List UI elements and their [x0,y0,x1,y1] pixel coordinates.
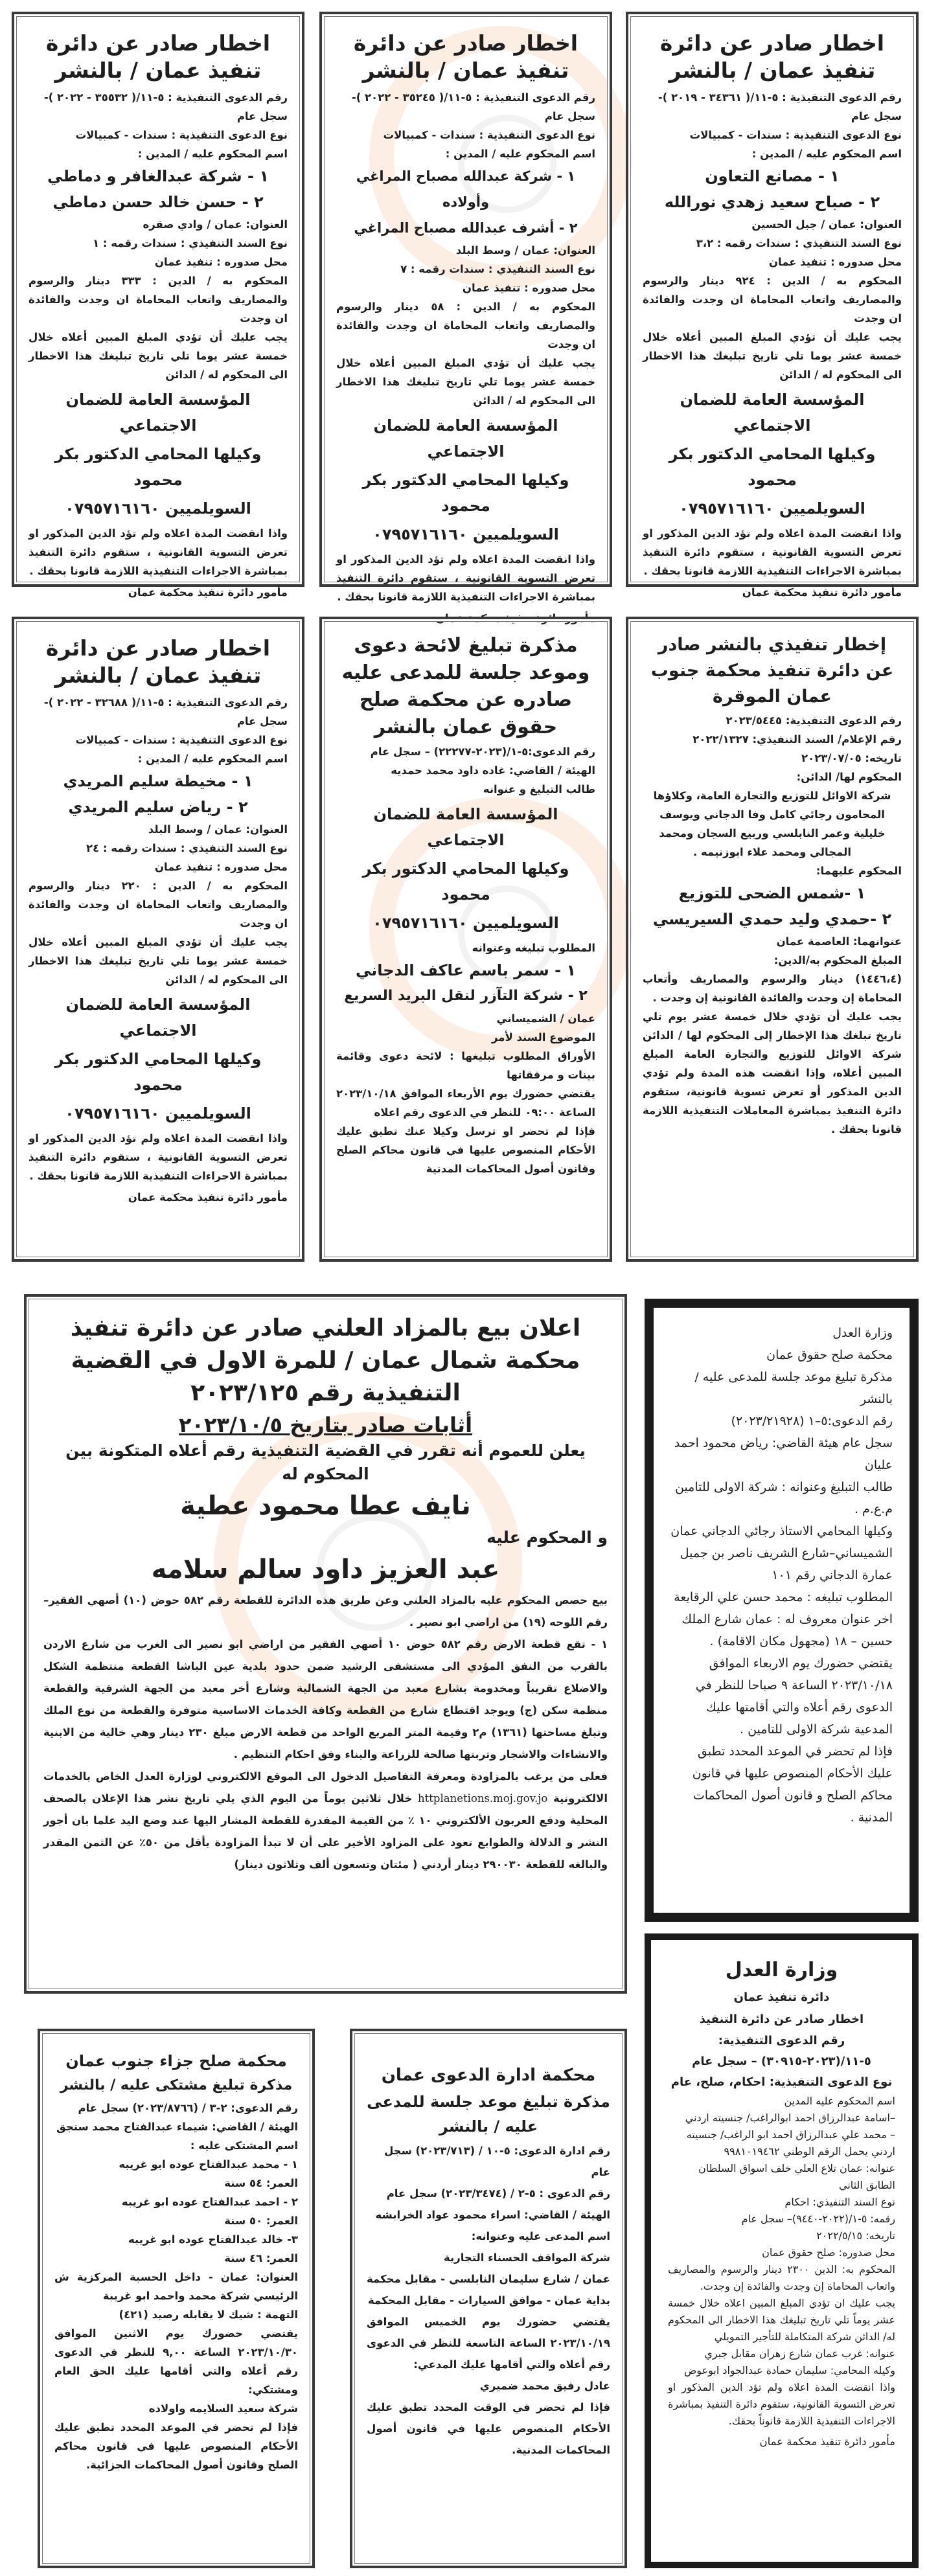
notice-title: اعلان بيع بالمزاد العلني صادر عن دائرة تنفيذ محكمة شمال عمان / للمرة الاول في القضية التنفيذية رقم ٢٠٢٣/١٢٥ [70,1315,581,1406]
defendant-label: اسم المدعى عليه وعنوانه: [471,2230,610,2242]
plaintiff-name: عادل رفيق محمد ضميري [479,2380,610,2392]
creditor-agent: وكيلها المحامي الدكتور بكر محمود [54,445,262,489]
public-auction-notice [24,1294,627,1994]
creditor-name: المؤسسة العامة للضمان الاجتماعي [373,416,558,461]
issued-at: محل صدوره: صلح حقوق عمان [762,2246,895,2259]
amount: المحكوم به / الدين : ٩٢٤ دينار والرسوم والمصاريف واتعاب المحاماة ان وجدت والفائدة ان وجدت [643,275,902,325]
case-management-summons-notice [350,2029,627,2568]
execution-notice [626,12,919,598]
address: العنوان: عمان - داخل الحسبة المركزية ش الرئيسي شركة محمد واحمد ابو غريبة [54,2271,298,2302]
notice-title: اخطار صادر عن دائرة تنفيذ عمان / بالنشر [659,30,885,83]
execution-notice [12,12,304,598]
warning-text: واذا انقضت المدة اعلاه ولم تؤد الدين المذكور او تعرض التسوية القانونية ، ستقوم دائرة التنفيذ بمباشرة الاجراءات التنفيذية اللازمة قانونا بحقك . [29,527,288,577]
intro-text: يعلن للعموم أنه تقرر في القضية التنفيذية رقم أعلاه المتكونة بين المحكوم له [65,1441,586,1483]
warning-text: واذا انقضت المدة اعلاه ولم تؤد الدين المذكور او تعرض التسوية القانونية ، ستقوم دائرة التنفيذ بمباشرة الاجراءات التنفيذية اللازمة قانونا بحقك . [336,553,595,603]
case-number: رقم الدعوى التنفيذية: ٢٠٢٣/٥٤٤٥ [726,714,902,727]
amount: المحكوم به: الدين ٢٣٠٠ دينار والرسوم والمصاريف واتعاب المحاماة إن وجدت والفائدة إن وجدت. [668,2263,896,2292]
document-type: نوع السند التنفيذي: احكام [784,2196,895,2208]
requester: طالب التبليغ وعنوانه : شركة الاولى للتامين م.ع.م . [674,1480,893,1516]
creditor-agent: وكيله المحامي: سليمان حمادة عبدالجواد ابوعوض [683,2364,895,2377]
agent: وكيلها المحامي الاستاذ رجائي الدجاني عمان الشميساني–شارع الشريف ناصر بن جميل عمارة الدجاني رقم ١٠١ [670,1524,893,1582]
creditor-agent: وكيلها المحامي الدكتور بكر محمود [669,445,876,489]
defendant-age: العمر: ٥٤ سنة [224,2177,298,2189]
penal-court-summons-notice [38,2029,315,2568]
address: العنوان: عمان / وسط البلد [455,244,595,256]
debtor-name: ١ - مصانع التعاون [705,167,840,185]
creditor-name: نايف عطا محمود عطية [180,1491,471,1521]
case-type: نوع الدعوى التنفيذية : سندات - كمبيالات [383,129,595,141]
creditor-agent-phone: السويلميين ٠٧٩٥٧١٦١٦٠ [65,499,251,518]
execution-notice [12,617,304,1262]
document-date: تاريخه: ٢٠٢٣/٠٧/٠٥ [801,752,902,764]
debtor-name: ٢ - رياض سليم المريدي [68,798,248,816]
warning-text: واذا انقضت المدة اعلاه ولم تؤد الدين المذكور او تعرض التسوية القانونية، ستقوم دائرة التنفيذ بمباشرة الاجراءات التنفيذية اللازمة قانوناً بحقك. [668,2381,895,2427]
amount-label: المبلغ المحكوم به/الدين: [773,954,902,966]
case-number: رقم الدعوى التنفيذية : ٥-١١/( ٣٥٥٣٢ - ٢٠٢٢ )- سجل عام [43,91,288,122]
case-number: رقم الدعوى:٥–١ (٢٠٢٣/٢١٩٢٨) [731,1414,893,1428]
document-type: نوع السند التنفيذي : سندات رقمه : ٧ [400,263,595,275]
case-management-number: رقم ادارة الدعوى: ٥-١٠ / (٢٠٢٣/٧١٣) سجل عام [383,2145,610,2178]
rights-court-summons-notice [645,1299,919,1922]
address: العنوان: عمان / جبل الحسين [751,218,902,231]
demand-text: يجب عليك أن تؤدي المبلغ المبين أعلاه خلال خمسة عشر يوما تلي تاريخ تبليغك هذا الاخطار الى المحكوم له / الدائن [336,357,595,407]
case-number: رقم الدعوى:٥-١/(٢٠٢٣-٢٢٢٧٧) – سجل عام [370,746,595,758]
issued-at: محل صدوره : تنفيذ عمان [154,256,288,268]
judge: الهيئة / القاضي: اسراء محمود عواد الخرابشه [375,2209,610,2221]
notice-title: مذكرة تبليغ لائحة دعوى وموعد جلسة للمدعى عليه صادره عن محكمة صلح حقوق عمان بالنشر [341,634,590,738]
creditor-label: المحكوم لها/ الدائن: [796,771,902,783]
warning-text: فإذا لم تحضر في الوقت المحدد تطبق عليك الأحكام المنصوص عليها في قانون أصول المحاكمات المدنية. [367,2401,610,2456]
south-amman-execution-notice [626,617,919,1262]
notice-title: مذكرة تبليغ موعد جلسة للمدعى عليه / بالنشر [367,2093,610,2136]
amount: المحكوم به / الدين : ٣٣٣ دينار والرسوم والمصاريف واتعاب المحاماة ان وجدت والفائدة ان وجدت [29,275,288,325]
creditor-agent-phone: السويلميين ٠٧٩٥٧١٦١٦٠ [372,525,559,543]
warning-text: فإذا لم تحضر في الموعد المحدد تطبق عليك الأحكام المنصوص عليها في قانون محاكم الصلح وقانون أصول المحاكمات الجزائية. [54,2421,298,2471]
requester-label: طالب التبليغ و عنوانه [483,783,595,795]
creditor-agent: وكيلها المحامي الدكتور بكر محمود [362,860,569,904]
debtor-name: عبد العزيز داود سالم سلامه [151,1555,500,1584]
case-type: نوع الدعوى التنفيذية : سندات - كمبيالات [689,129,902,141]
complainant-name: شركة سعيد السلايمه واولاده [148,2402,298,2415]
notice-line: اسم المحكوم عليه المدين [784,2095,895,2107]
creditor-agent: وكيلها المحامي الدكتور بكر محمود [54,1050,262,1094]
demand-text: يجب عليك ان تؤدي المبلغ المبين اعلاه خلال خمسة عشر يوماً تلي تاريخ تبليغك هذا الاخطار الى المحكوم له/ الدائن شركة المتكاملة للتأجير التمويلي [668,2297,895,2343]
address: عنوانه: عمان تلاع العلي خلف اسواق السلطان الطابق الثاني [698,2162,895,2191]
defendant-age: العمر: ٥٠ سنة [224,2215,298,2227]
defendant-label: اسم المشتكى عليه : [190,2139,298,2152]
notice-title: اخطار صادر عن دائرة تنفيذ عمان / بالنشر [45,635,271,688]
address: العنوان: عمان / وسط البلد [148,823,288,836]
notice-subtitle: أثابات صادر بتاريخ ٢٠٢٣/١٠/٥ [178,1413,473,1437]
hearing: يقتضي حضورك يوم الأربعاء الموافق ٢٠٢٣/١٠/١٨ الساعة ٠٩:٠٠ للنظر في الدعوى رقم اعلاه [336,1088,595,1119]
demand-text: يجب عليك أن تؤدي المبلغ المبين أعلاه خلال خمسة عشر يوما تلي تاريخ تبليغك هذا الاخطار الى المحكوم له / الدائن [643,331,902,381]
notice-line: مذكرة تبليغ موعد جلسة للمدعى عليه / بالنشر [694,1370,893,1406]
document-type: نوع السند التنفيذي : سندات رقمه : ٣،٢ [696,237,902,249]
document-number: رقم الإعلام/ السند التنفيذي: ٢٠٢٢/١٣٢٧ [692,733,902,746]
recipient-name: ١ - سمر باسم عاكف الدجاني [355,961,577,979]
creditor-agent-phone: السويلميين ٠٧٩٥٧١٦١٦٠ [65,1104,251,1123]
notice-title: مذكرة تبليغ مشتكى عليه / بالنشر [60,2077,293,2093]
website-link[interactable]: httplanetions.moj.gov.jo [418,1792,548,1805]
defendant-name: ١ - محمد عبدالفتاح عوده ابو غريبه [119,2158,298,2171]
land-description: ١ - تقع قطعة الارض رقم ٥٨٢ حوض ١٠ أصهي الفقير من اراضي ابو نصير الى الغرب من شارع الاردن بالقرب من النفق المؤدي الى مستشفى الرشيد ضمن حدود بلدية عين الباشا القطعة منتظمة الشكل والاضلاع تقريباً ومخدومة بشارع معبد من الجهة الشمالية وشارع أخر معبد من الجهة الشرقية والقطعة منظمة سكن (ج) ويوجد اقتطاع شارع من القطعة وكافة الخدمات الاساسية متوفرة والقطعة من نوع الملك وتبلغ مساحتها (١٣٦١) م٢ وقيمة المتر المربع الواحد من قطعة الارض مبلغ ٢٣٠ دينار وهي خالية من الابنية والانشاءات والاشجار وتربتها صالحة للزراعة والبناء وفق احكام التنظيم . [43,1638,608,1761]
document-date: تاريخه: ٢٠٢٢/٥/١٥ [816,2229,895,2242]
debtor-label: اسم المحكوم عليه / المدين : [445,148,595,160]
department-name: دائرة تنفيذ عمان [733,1990,830,2004]
notice-title: اخطار صادر عن دائرة التنفيذ [699,2012,864,2026]
debtor-label: و المحكوم عليه [486,1528,608,1547]
notice-title: اخطار صادر عن دائرة تنفيذ عمان / بالنشر [353,30,578,83]
creditor-details: شركة الاوائل للتوزيع والتجارة العامة، وكلاؤها المحامون رجائي كامل وفا الدجاني ويوسف خليلية وعمر النابلسي وربيع السجان ومحمد المجالي ومحمد علاء ابوزنيمه . [653,790,891,858]
address: العنوان: عمان / وادي صقره [143,218,288,231]
debtor-name: ٢ - أشرف عبدالله مصباح المراغي [354,220,578,236]
demand-text: يجب عليك أن تؤدي المبلغ المبين أعلاه خلال خمسة عشر يوما تلي تاريخ تبليغك هذا الاخطار الى المحكوم له / الدائن [29,936,288,986]
creditor-name: المؤسسة العامة للضمان الاجتماعي [65,996,251,1040]
bidding-terms: خلال ثلاثين يوماً من اليوم الذي يلي تاريخ نشر هذا الإعلان بالصحف المحلية ودفع العربون الألكتروني ١٠ ٪ من القيمة المقدرة للقطعة المشار اليها عند وضع اليد علما بان أجور النشر و الدلالة والطوابع تعود على المزاود الأخير على أن لا تبدأ المزاودة بأقل من ٥٠٪ عن الثمن المقدر والبالغه للقطعة ٢٩٠٠٣٠ دينار أردني ( مئتان وتسعون ألف وثلاثون دينار) [43,1792,608,1871]
sale-paragraph: بيع حصص المحكوم عليه بالمزاد العلني وعن طريق هذه الدائرة للقطعة رقم ٥٨٢ حوض (١٠) أصهي الفقير– رقم اللوحه (١٩) من اراضي ابو نصير . [43,1594,608,1628]
issued-at: محل صدوره : تنفيذ عمان [154,861,288,873]
signature: مأمور دائرة تنفيذ محكمة عمان [128,586,288,598]
case-label: رقم الدعوى التنفيذية: [718,2034,845,2047]
warning-text: واذا انقضت المدة اعلاه ولم تؤد الدين المذكور او تعرض التسوية القانونية ، ستقوم دائرة التنفيذ بمباشرة الاجراءات التنفيذية اللازمة قانونا بحقك . [29,1132,288,1182]
document-type: نوع السند التنفيذي : سندات رقمه : ٢٤ [86,842,288,854]
address: عمان / شارع سليمان النابلسي - مقابل محكمة بداية عمان - موافق السيارات - مقابل المحكمة [367,2273,610,2307]
charge: التهمة : شيك لا يقابله رصيد (٤٢١) [119,2308,298,2321]
court-name: محكمة صلح جزاء جنوب عمان [65,2052,287,2070]
creditor-address: عنوانه: غرب عمان شارع زهران مقابل جبري [704,2347,895,2360]
debtor-name: ١ - شركة عبدالغافر و دماطي [47,167,269,185]
summons-notice [319,617,612,1262]
creditor-name: المؤسسة العامة للضمان الاجتماعي [65,391,251,435]
address: عنوانهما: العاصمة عمان [776,935,902,948]
case-type: نوع الدعوى التنفيذية: احكام، صلح، عام [670,2075,893,2089]
debtors-label: المحكوم عليهما: [816,865,902,877]
creditor-name: المؤسسة العامة للضمان الاجتماعي [373,805,558,849]
warning-text: واذا انقضت المدة اعلاه ولم تؤد الدين المذكور او تعرض التسوية القانونية ، ستقوم دائرة التنفيذ بمباشرة الاجراءات التنفيذية اللازمة قانونا بحقك . [643,527,902,577]
defendant-name: شركة المواقف الحسناء التجارية [444,2251,610,2264]
judge: الهيئة / القاضي: غاده داود محمد حمديه [391,764,595,777]
case-number: رقم الدعوى التنفيذية : ٥-١١/( ٣٤٣٦١ - ٢٠١٩ )- سجل عام [658,91,902,122]
papers: الأوراق المطلوب تبليغها : لائحة دعوى وقائمة بينات و مرفقاتها [336,1050,595,1081]
bidding-instructions: فعلى من يرغب بالمزاودة ومعرفة التفاصيل الدخول الى الموقع الالكتروني لوزارة العدل الخاص بالخدمات الالكترونية [43,1770,608,1805]
creditor-agent-phone: السويلميين ٠٧٩٥٧١٦١٦٠ [372,914,559,932]
court-name: محكمة ادارة الدعوى عمان [381,2066,596,2085]
demand-text: يجب عليك أن تؤدي خلال خمسة عشر يوم تلي تاريخ تبلغك هذا الإخطار إلى المحكوم لها / الدائن شركة الاوائل للتوزيع والتجارة العامة المبلغ المبين أعلاه، وإذا انقضت هذه المدة ولم تؤدي الدين المذكور أو تعرض تسوية قانونية، ستقوم دائرة التنفيذ بمباشرة المعاملات التنفيذية اللازمة قانونا بحقك . [643,1010,902,1135]
document-type: نوع السند التنفيذي : سندات رقمه : ١ [93,237,288,249]
amount: (١٤٤٦،٤) دينار والرسوم والمصاريف وأتعاب المحاماة إن وجدت والفائدة القانونية إن وجدت . [643,973,902,1004]
demand-text: يجب عليك أن تؤدي المبلغ المبين أعلاه خلال خمسة عشر يوما تلي تاريخ تبليغك هذا الاخطار الى المحكوم له / الدائن [29,331,288,381]
amount: المحكوم به / الدين : ٥٨ دينار والرسوم والمصاريف واتعاب المحاماة ان وجدت والفائدة ان وجدت [336,301,595,350]
address: عمان / الشميساني [496,1012,595,1025]
debtor-name: ٢ - حسن خالد حسن دماطي [52,193,264,211]
defendant-name: ٣- خالد عبدالفتاح عوده ابو غريبه [128,2233,298,2246]
issued-at: محل صدوره : تنفيذ عمان [462,282,595,294]
notice-title: إخطار تنفيذي بالنشر صادر عن دائرة تنفيذ محكمة جنوب عمان الموقرة [650,635,894,707]
notice-title: اخطار صادر عن دائرة تنفيذ عمان / بالنشر [45,30,271,83]
debtor-name: – محمد علي عبدالرزاق احمد ابو الراغب/ جنسيته اردني يحمل الرقم الوطني ٩٩٨١٠١٩٤٦٢ [686,2128,895,2158]
debtor-name: ١ -شمس الضحى للتوزيع [678,884,866,902]
document-number: رقمه: ٥-١/(٢٠٢٢-٩٤٤٠)– سجل عام [741,2213,895,2225]
justice-execution-notice [645,1933,919,2568]
debtor-name: –اسامة عبدالرزاق احمد ابوالراغب/ جنسيته اردني [685,2112,895,2124]
warning-text: فإذا لم تحضر في الموعد المحدد تطبق عليك الأحكام المنصوص عليها في قانون محاكم الصلح و قانون أصول المحاكمات المدنية . [692,1744,893,1825]
hearing: يقتضي حضورك يوم الخميس الموافق ٢٠٢٣/١٠/١٩ الساعة التاسعة للنظر في الدعوى رقم أعلاه والتي أقامها عليك المدعي: [367,2316,610,2371]
signature: مأمور دائرة تنفيذ محكمة عمان [435,612,595,624]
recipient-name: ٢ - شركة التآزر لنقل البريد السريع [344,988,588,1004]
amount: المحكوم به / الدين : ٢٢٠ دينار والرسوم والمصاريف واتعاب المحاماة ان وجدت والفائدة ان وجدت [29,880,288,929]
case-number: ٥-١١/(٢٠٢٣-٣٠٩١٥) – سجل عام [692,2055,871,2068]
recipient: المطلوب تبليغه : محمد حسن علي الرقايعة [674,1590,893,1604]
case-type: نوع الدعوى التنفيذية : سندات - كمبيالات [75,129,288,141]
hearing: يقتضي حضورك يوم الاربعاء الموافق ٢٠٢٣/١٠/١٨ الساعة ٩ صباحا للنظر في الدعوى رقم أعلاه والتي أقامتها عليك المدعية شركة الاولى للتامين . [695,1656,893,1737]
case-number: رقم الدعوى: ٢-٣ / (٢٠٢٣/٨٧٦٦) سجل عام [78,2102,298,2114]
ministry-name: وزارة العدل [725,1959,838,1981]
debtor-label: اسم المحكوم عليه / المدين : [137,753,288,765]
judge: سجل عام هيئة القاضي: رياض محمود احمد عليان [674,1436,893,1472]
debtor-label: اسم المحكوم عليه / المدين : [137,148,288,160]
subject: الموضوع السند لأمر [492,1031,595,1043]
debtor-name: ١ - مخيطة سليم المريدي [63,772,253,790]
case-number: رقم الدعوى التنفيذية : ٥-١١/( ٣٥٢٤٥ - ٢٠٢٢ )- سجل عام [351,91,595,122]
debtor-name: ٢ -حمدي وليد حمدي السيريسي [652,910,892,928]
debtor-name: ١ - شركة عبدالله مصباح المراغي وأولاده [356,168,576,210]
signature: مأمور دائرة تنفيذ محكمة عمان [759,2435,895,2448]
issued-at: محل صدوره : تنفيذ عمان [768,256,902,268]
creditor-agent: وكيلها المحامي الدكتور بكر محمود [362,471,569,515]
judge: الهيئة / القاضي: شيماء عبدالفتاح محمد سنجق [56,2121,298,2133]
notice-line: وزارة العدل [832,1326,893,1340]
case-type: نوع الدعوى التنفيذية : سندات - كمبيالات [75,734,288,746]
creditor-agent-phone: السويلميين ٠٧٩٥٧١٦١٦٠ [679,499,865,518]
recipient-label: المطلوب تبليغه وعنوانه [472,942,595,954]
creditor-name: المؤسسة العامة للضمان الاجتماعي [680,391,865,435]
warning-text: فإذا لم تحضر او ترسل وكيلا عنك تطبق عليك الأحكام المنصوص عليها في قانون محاكم الصلح وقانون أصول المحاكمات المدنية [336,1125,595,1175]
hearing: يقتضي حضورك يوم الاثنين الموافق ٢٠٢٣/١٠/٣٠ الساعة ٩,٠٠ للنظر في الدعوى رقم أعلاه والتي أقامها عليك الحق العام ومشتكي: [54,2327,298,2396]
debtor-name: ٢ - صباح سعيد زهدي نورالله [664,193,880,211]
debtor-label: اسم المحكوم عليه / المدين : [751,148,902,160]
case-number: رقم الدعوى : ٥-٢ / (٢٠٢٣/٣٤٧٤) سجل عام [386,2187,610,2200]
execution-notice [319,12,612,624]
last-address: اخر عنوان معروف له : عمان شارع الملك حسين – ١٨ (مجهول مكان الاقامة) . [681,1612,893,1648]
signature: مأمور دائرة تنفيذ محكمة عمان [742,586,902,598]
notice-line: محكمة صلح حقوق عمان [766,1348,893,1362]
signature: مأمور دائرة تنفيذ محكمة عمان [128,1191,288,1203]
defendant-age: العمر: ٤٦ سنة [224,2252,298,2264]
case-number: رقم الدعوى التنفيذية : ٥-١١/( ٣٢٦٨٨ - ٢٠٢٢ )- سجل عام [43,696,288,727]
defendant-name: ٢ - احمد عبدالفتاح عوده ابو غريبه [121,2196,298,2208]
